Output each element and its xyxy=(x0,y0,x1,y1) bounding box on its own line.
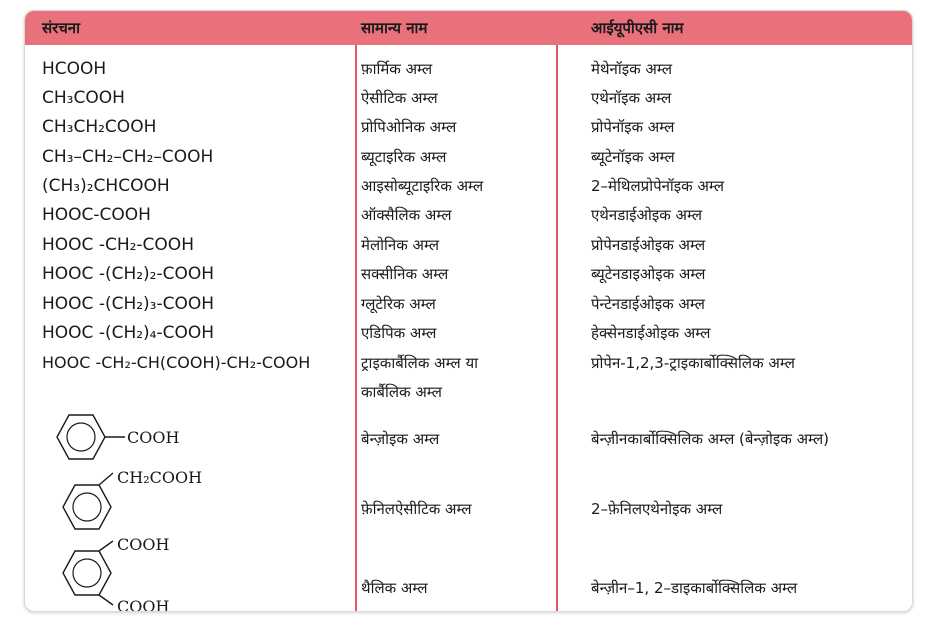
carboxylic-acids-table xyxy=(24,10,913,616)
structure-cell: HOOC-COOH xyxy=(42,205,151,225)
common-name-cell: प्रोपिओनिक अम्ल xyxy=(361,118,457,136)
iupac-name-cell: हेक्सेनडाईओइक अम्ल xyxy=(591,324,711,342)
common-name-cell: फ़ार्मिक अम्ल xyxy=(361,60,433,78)
common-name-cell: थैलिक अम्ल xyxy=(361,579,428,597)
iupac-name-cell: ब्यूटेनॉइक अम्ल xyxy=(591,148,675,166)
column-divider-1 xyxy=(355,45,357,611)
iupac-name-cell: पेन्टेनडाईओइक अम्ल xyxy=(591,295,705,313)
structure-cell: CH₃–CH₂–CH₂–COOH xyxy=(42,147,214,167)
common-name-cell: ऐसीटिक अम्ल xyxy=(361,89,438,107)
common-name-cell: मेलोनिक अम्ल xyxy=(361,236,440,254)
structure-cell: (CH₃)₂CHCOOH xyxy=(42,176,170,196)
common-name-cell: कार्बैलिक अम्ल xyxy=(361,383,442,401)
substituent-label: CH₂COOH xyxy=(117,468,203,487)
structure-cell: HOOC -(CH₂)₄-COOH xyxy=(42,323,215,343)
structure-cell: CH₃COOH xyxy=(42,88,125,108)
structure-cell: HCOOH xyxy=(42,59,107,79)
common-name-cell: आइसोब्यूटाइरिक अम्ल xyxy=(361,177,484,195)
benzoic-acid-structure xyxy=(45,409,245,471)
iupac-name-cell: एथेनॉइक अम्ल xyxy=(591,89,672,107)
common-name-cell: सक्सीनिक अम्ल xyxy=(361,265,449,283)
phthalic-acid-structure xyxy=(45,533,245,616)
common-name-cell: ग्लूटेरिक अम्ल xyxy=(361,295,436,313)
iupac-name-cell: 2–फ़ेनिलएथेनोइक अम्ल xyxy=(591,500,723,518)
iupac-name-cell: बेन्ज़ीन–1, 2–डाइकार्बोक्सिलिक अम्ल xyxy=(591,579,798,597)
table-header-bar xyxy=(25,11,912,45)
header-structure: संरचना xyxy=(42,19,81,37)
iupac-name-cell: प्रोपेन-1,2,3-ट्राइकार्बोक्सिलिक अम्ल xyxy=(591,354,795,372)
iupac-name-cell: बेन्ज़ीनकार्बोक्सिलिक अम्ल (बेन्ज़ोइक अम्ल) xyxy=(591,430,830,448)
structure-cell: HOOC -(CH₂)₃-COOH xyxy=(42,294,215,314)
common-name-cell: एडिपिक अम्ल xyxy=(361,324,437,342)
iupac-name-cell: मेथेनॉइक अम्ल xyxy=(591,60,672,78)
substituent-label: COOH xyxy=(127,428,180,447)
iupac-name-cell: प्रोपेनडाईओइक अम्ल xyxy=(591,236,706,254)
iupac-name-cell: 2–मेथिलप्रोपेनॉइक अम्ल xyxy=(591,177,725,195)
common-name-cell: ब्यूटाइरिक अम्ल xyxy=(361,148,447,166)
structure-cell: HOOC -(CH₂)₂-COOH xyxy=(42,264,215,284)
structure-cell: HOOC -CH₂-CH(COOH)-CH₂-COOH xyxy=(42,353,311,372)
iupac-name-cell: एथेनडाईओइक अम्ल xyxy=(591,206,703,224)
iupac-name-cell: ब्यूटेनडाइओइक अम्ल xyxy=(591,265,706,283)
common-name-cell: ऑक्सैलिक अम्ल xyxy=(361,206,452,224)
common-name-cell: बेन्ज़ोइक अम्ल xyxy=(361,430,440,448)
common-name-cell: फ़ेनिलऐसीटिक अम्ल xyxy=(361,500,472,518)
substituent-label: COOH xyxy=(117,597,170,616)
structure-cell: CH₃CH₂COOH xyxy=(42,117,157,137)
iupac-name-cell: प्रोपेनॉइक अम्ल xyxy=(591,118,675,136)
phenylacetic-acid-structure xyxy=(45,467,265,537)
substituent-label: COOH xyxy=(117,535,170,554)
header-iupac-name: आईयूपीएसी नाम xyxy=(591,19,684,37)
header-common-name: सामान्य नाम xyxy=(361,19,428,37)
common-name-cell: ट्राइकार्बैलिक अम्ल या xyxy=(361,354,479,372)
column-divider-2 xyxy=(556,45,558,611)
structure-cell: HOOC -CH₂-COOH xyxy=(42,235,194,255)
